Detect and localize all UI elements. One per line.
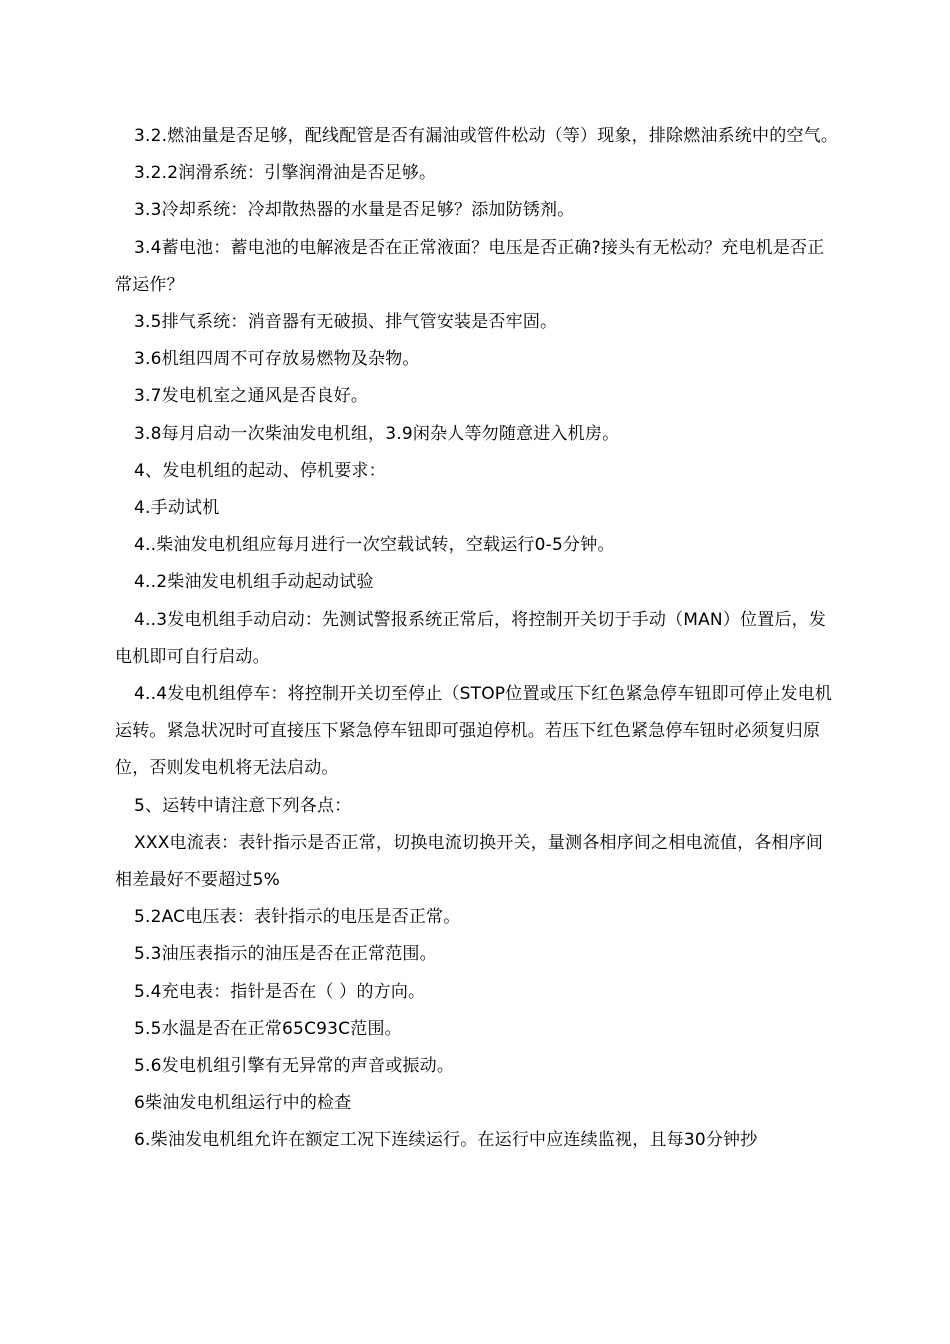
section-6-heading: 6柴油发电机组运行中的检查 [134,1093,352,1114]
paragraph-4-manual-test: 4.手动试机 [134,498,220,519]
paragraph-5-2-voltmeter: 5.2AC电压表：表针指示的电压是否正常。 [134,907,461,928]
paragraph-4-4-shutdown: 4..4发电机组停车：将控制开关切至停止（STOP位置或压下红色紧急停车钮即可停止发电机运转。紧急状况时可直接压下紧急停车钮即可强迫停机。若压下红色紧急停车钮时必须复归原位，否则发电机将无法启动。 [115,684,833,779]
paragraph-3-3-cooling: 3.3冷却系统：冷却散热器的水量是否足够？添加防锈剂。 [134,200,575,221]
paragraph-6-continuous-run: 6.柴油发电机组允许在额定工况下连续运行。在运行中应连续监视，且每30分钟抄 [134,1130,758,1151]
paragraph-3-6-surroundings: 3.6机组四周不可存放易燃物及杂物。 [134,349,420,370]
section-5-heading: 5、运转中请注意下列各点： [134,795,352,816]
paragraph-5-1-ammeter: XXX电流表：表针指示是否正常，切换电流切换开关，量测各相序间之相电流值，各相序间相差最好不要超过5% [115,832,824,891]
paragraph-3-5-exhaust: 3.5排气系统：消音器有无破损、排气管安装是否牢固。 [134,312,558,333]
paragraph-4-2-manual-start-test: 4..2柴油发电机组手动起动试验 [134,572,374,593]
document-body [115,118,840,1160]
paragraph-3-7-ventilation: 3.7发电机室之通风是否良好。 [134,386,369,407]
paragraph-4-1-idle-run: 4..柴油发电机组应每月进行一次空载试转，空载运行0-5分钟。 [134,535,615,556]
paragraph-5-6-noise-vibration: 5.6发电机组引擎有无异常的声音或振动。 [134,1056,455,1077]
paragraph-5-3-oil-pressure: 5.3油压表指示的油压是否在正常范围。 [134,944,437,965]
paragraph-3-4-battery: 3.4蓄电池：蓄电池的电解液是否在正常液面？电压是否正确?接头有无松动？充电机是否正常运作？ [115,237,825,295]
section-4-heading: 4、发电机组的起动、停机要求： [134,460,386,481]
paragraph-3-2-2-lubrication: 3.2.2润滑系统：引擎润滑油是否足够。 [134,163,437,184]
paragraph-5-4-charge-meter: 5.4充电表：指针是否在（ ）的方向。 [134,981,426,1002]
paragraph-3-2-fuel: 3.2.燃油量是否足够，配线配管是否有漏油或管件松动（等）现象，排除燃油系统中的空气。 [134,126,839,146]
paragraph-3-8-monthly-start: 3.8每月启动一次柴油发电机组，3.9闲杂人等勿随意进入机房。 [134,423,620,444]
paragraph-4-3-manual-start: 4..3发电机组手动启动：先测试警报系统正常后，将控制开关切于手动（MAN）位置后，发电机即可自行启动。 [115,609,827,667]
paragraph-5-5-water-temp: 5.5水温是否在正常65C93C范围。 [134,1018,402,1039]
